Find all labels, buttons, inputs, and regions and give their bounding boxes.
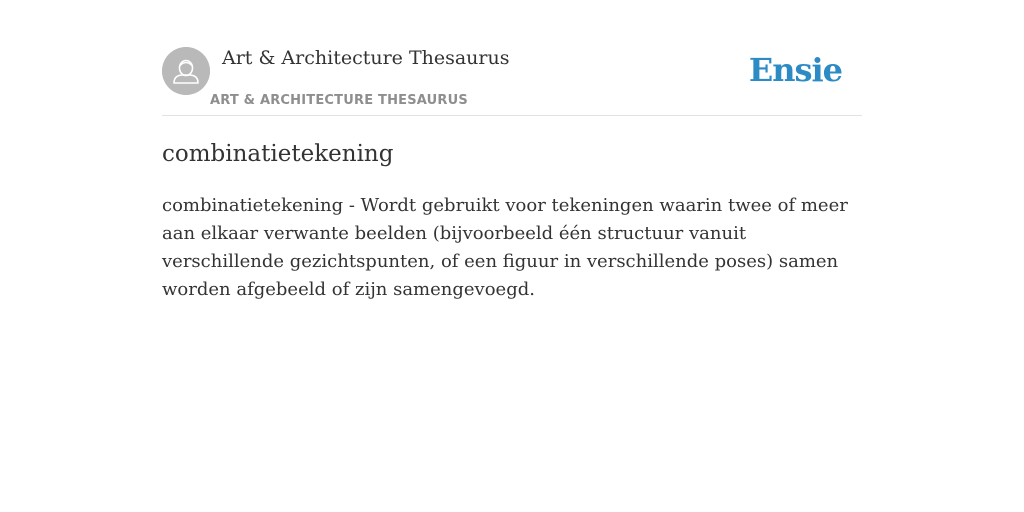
brand-logo[interactable]: Ensie xyxy=(748,51,842,89)
source-header xyxy=(162,40,862,116)
term-title: combinatietekening xyxy=(162,141,394,167)
definition-text: combinatietekening - Wordt gebruikt voor tekeningen waarin twee of meer aan elkaar verwante beelden (bijvoorbeeld één structuur vanuit verschillende gezichtspunten, of een figuur in verschillende poses) samen worden afgebeeld of zijn samengevoegd. xyxy=(162,195,848,300)
user-avatar-icon[interactable] xyxy=(162,47,210,95)
source-title[interactable]: Art & Architecture Thesaurus xyxy=(222,47,510,69)
source-subtitle[interactable]: ART & ARCHITECTURE THESAURUS xyxy=(210,93,468,108)
